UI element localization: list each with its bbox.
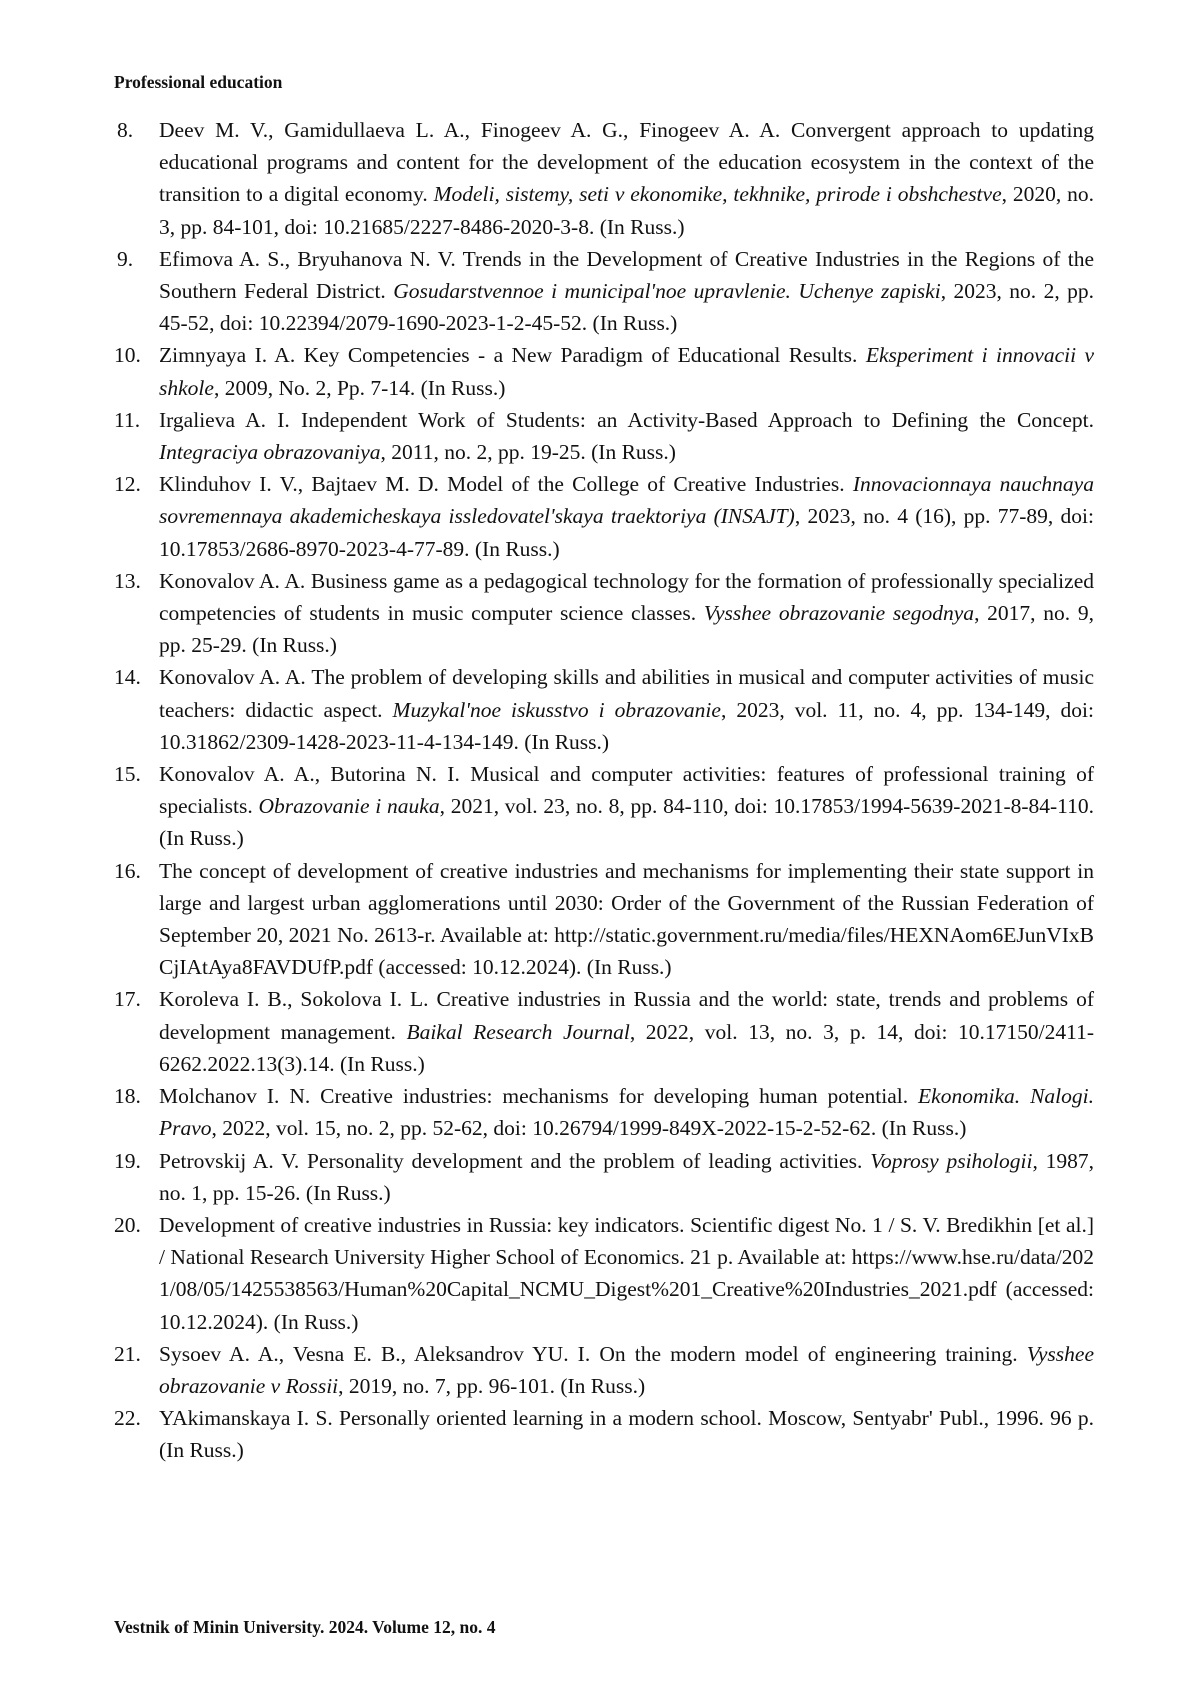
reference-number: 11. — [114, 404, 140, 436]
reference-item — [114, 661, 1094, 758]
reference-details: , 2023, no. 4 (16), pp. 77-89, doi: 10.17853/2686-8970-2023-4-77-89. (In Russ.) — [159, 504, 1094, 560]
reference-details: (accessed: 10.12.2024). (In Russ.) — [378, 955, 671, 979]
reference-text: Petrovskij A. V. Personality development and the problem of leading activities. — [159, 1149, 870, 1173]
reference-details: , 2023, no. 2, pp. 45-52, doi: 10.22394/2079-1690-2023-1-2-45-52. (In Russ.) — [159, 279, 1094, 335]
reference-text: Deev M. V., Gamidullaeva L. A., Finogeev A. G., Finogeev A. A. Convergent approach to updating educational programs and content for the development of the education ecosystem in the context of the transition to a digital economy. — [159, 118, 1094, 206]
reference-number: 21. — [114, 1338, 141, 1370]
reference-item — [114, 114, 1094, 243]
reference-number: 8. — [117, 114, 133, 146]
reference-source: Voprosy psihologii — [870, 1149, 1032, 1173]
reference-item — [114, 339, 1094, 403]
running-footer: Vestnik of Minin University. 2024. Volume 12, no. 4 — [114, 1617, 496, 1638]
reference-text: YAkimanskaya I. S. Personally oriented learning in a modern school. Moscow, Sentyabr' Publ., 1996. 96 p. (In Russ.) — [159, 1406, 1094, 1462]
reference-text: Klinduhov I. V., Bajtaev M. D. Model of the College of Creative Industries. — [159, 472, 853, 496]
reference-source: Integraciya obrazovaniya — [159, 440, 381, 464]
reference-source: Vysshee obrazovanie segodnya — [704, 601, 974, 625]
reference-source: Obrazovanie i nauka — [259, 794, 440, 818]
reference-details: , 2017, no. 9, pp. 25-29. (In Russ.) — [159, 601, 1094, 657]
reference-text: Sysoev A. A., Vesna E. B., Aleksandrov YU. I. On the modern model of engineering training. — [159, 1342, 1027, 1366]
reference-number: 14. — [114, 661, 141, 693]
reference-list — [114, 114, 1094, 1467]
reference-item — [114, 565, 1094, 662]
reference-text: Irgalieva A. I. Independent Work of Students: an Activity-Based Approach to Defining the Concept. — [159, 408, 1094, 432]
reference-item — [114, 1402, 1094, 1466]
running-header: Professional education — [114, 72, 282, 93]
reference-item — [114, 243, 1094, 340]
reference-number: 18. — [114, 1080, 141, 1112]
reference-number: 19. — [114, 1145, 141, 1177]
reference-item — [114, 404, 1094, 468]
reference-source: Vysshee obrazovanie v Rossii — [159, 1342, 1094, 1398]
reference-number: 20. — [114, 1209, 141, 1241]
reference-number: 16. — [114, 855, 141, 887]
reference-text: Konovalov A. A. Business game as a pedagogical technology for the formation of professionally specialized competencies of students in music computer science classes. — [159, 569, 1094, 625]
reference-number: 22. — [114, 1402, 141, 1434]
reference-number: 9. — [117, 243, 133, 275]
reference-details: , 2020, no. 3, pp. 84-101, doi: 10.21685/2227-8486-2020-3-8. (In Russ.) — [159, 182, 1094, 238]
reference-number: 12. — [114, 468, 141, 500]
reference-details: , 2022, vol. 15, no. 2, pp. 52-62, doi: 10.26794/1999-849X-2022-15-2-52-62. (In Russ.) — [212, 1116, 967, 1140]
reference-text: Zimnyaya I. A. Key Competencies - a New Paradigm of Educational Results. — [159, 343, 866, 367]
reference-item — [114, 468, 1094, 565]
reference-item — [114, 758, 1094, 855]
reference-text: Development of creative industries in Russia: key indicators. Scientific digest No. 1 / S. V. Bredikhin [et al.] / National Research University Higher School of Economics. 21 p. Available at: — [159, 1213, 1094, 1269]
reference-details: , 1987, no. 1, pp. 15-26. (In Russ.) — [159, 1149, 1094, 1205]
reference-text: Koroleva I. B., Sokolova I. L. Creative industries in Russia and the world: state, trends and problems of development management. — [159, 987, 1094, 1043]
reference-number: 17. — [114, 983, 141, 1015]
reference-details: , 2021, vol. 23, no. 8, pp. 84-110, doi: 10.17853/1994-5639-2021-8-84-110. (In Russ.) — [159, 794, 1094, 850]
reference-source: Modeli, sistemy, seti v ekonomike, tekhnike, prirode i obshchestve — [434, 182, 1002, 206]
reference-link[interactable]: http://static.government.ru/media/files/HEXNAom6EJunVIxBCjIAtAya8FAVDUfP.pdf — [159, 923, 1094, 979]
reference-source: Eksperiment i innovacii v shkole — [159, 343, 1094, 399]
reference-text: Konovalov A. A. The problem of developing skills and abilities in musical and computer activities of music teachers: didactic aspect. — [159, 665, 1094, 721]
reference-source: Ekonomika. Nalogi. Pravo — [159, 1084, 1094, 1140]
reference-number: 15. — [114, 758, 141, 790]
reference-number: 13. — [114, 565, 141, 597]
reference-source: Muzykal'noe iskusstvo i obrazovanie — [393, 698, 721, 722]
reference-item — [114, 1209, 1094, 1338]
reference-source: Gosudarstvennoe i municipal'noe upravlenie. Uchenye zapiski — [393, 279, 940, 303]
reference-item — [114, 1080, 1094, 1144]
reference-details: , 2019, no. 7, pp. 96-101. (In Russ.) — [338, 1374, 645, 1398]
reference-text: The concept of development of creative industries and mechanisms for implementing their state support in large and largest urban agglomerations until 2030: Order of the Government of the Russian Federation of September 20, 2021 No. 2613-r. Available at: — [159, 859, 1094, 947]
reference-source: Innovacionnaya nauchnaya sovremennaya akademicheskaya issledovatel'skaya traektoriya (INSAJT) — [159, 472, 1094, 528]
reference-details: , 2011, no. 2, pp. 19-25. (In Russ.) — [381, 440, 676, 464]
reference-text: Konovalov A. A., Butorina N. I. Musical and computer activities: features of professional training of specialists. — [159, 762, 1094, 818]
reference-details: , 2009, No. 2, Pp. 7-14. (In Russ.) — [214, 376, 505, 400]
reference-number: 10. — [114, 339, 141, 371]
reference-source: Baikal Research Journal — [406, 1020, 629, 1044]
reference-item — [114, 1145, 1094, 1209]
reference-item — [114, 1338, 1094, 1402]
reference-details: (accessed: 10.12.2024). (In Russ.) — [159, 1277, 1094, 1333]
reference-link[interactable]: https://www.hse.ru/data/2021/08/05/1425538563/Human%20Capital_NCMU_Digest%201_Creative%20Industries_2021.pdf — [159, 1245, 1094, 1301]
reference-item — [114, 983, 1094, 1080]
reference-item — [114, 855, 1094, 984]
reference-text: Molchanov I. N. Creative industries: mechanisms for developing human potential. — [159, 1084, 918, 1108]
reference-text: Efimova A. S., Bryuhanova N. V. Trends in the Development of Creative Industries in the Regions of the Southern Federal District. — [159, 247, 1094, 303]
reference-details: , 2022, vol. 13, no. 3, p. 14, doi: 10.17150/2411-6262.2022.13(3).14. (In Russ.) — [159, 1020, 1094, 1076]
reference-details: , 2023, vol. 11, no. 4, pp. 134-149, doi: 10.31862/2309-1428-2023-11-4-134-149. (In Russ.) — [159, 698, 1094, 754]
